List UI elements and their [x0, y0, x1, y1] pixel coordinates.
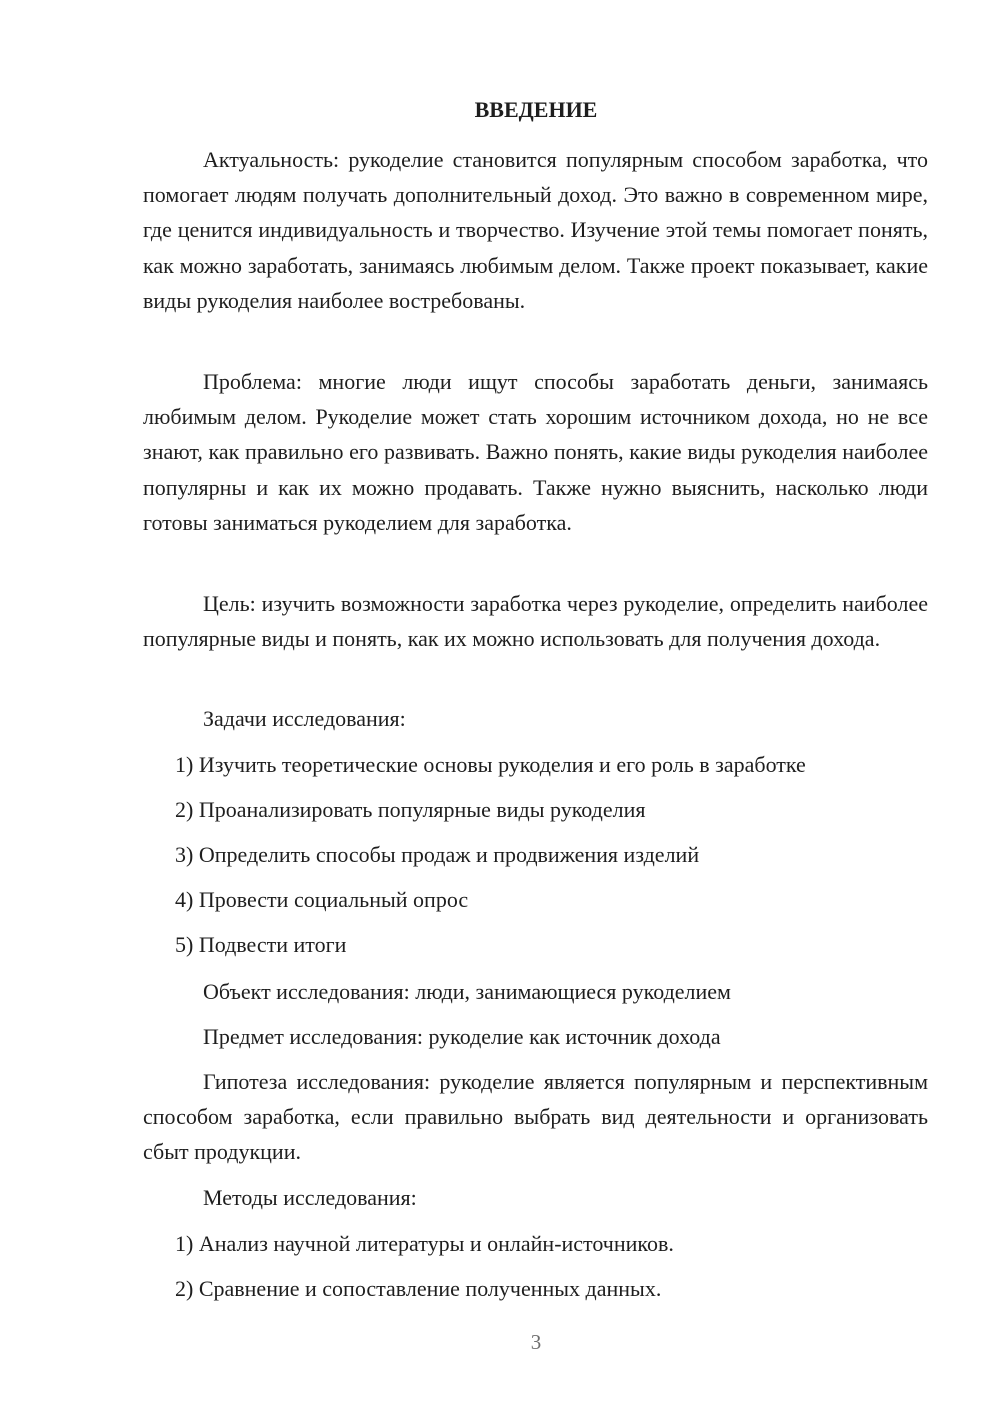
method-item: 2) Сравнение и сопоставление полученных данных.	[175, 1276, 662, 1301]
hypothesis-paragraph: Гипотеза исследования: рукоделие является популярным и перспективным способом заработка, если правильно выбрать вид деятельности и организовать сбыт продукции.	[143, 1069, 928, 1165]
subject-paragraph: Предмет исследования: рукоделие как источник дохода	[203, 1024, 721, 1049]
task-item: 2) Проанализировать популярные виды рукоделия	[175, 797, 646, 822]
problem-paragraph: Проблема: многие люди ищут способы заработать деньги, занимаясь любимым делом. Рукоделие может стать хорошим источником дохода, но не все знают, как правильно его развивать. Важно понять, какие виды рукоделия наиболее популярны и как их можно продавать. Также нужно выяснить, насколько люди готовы заниматься рукоделием для заработка.	[143, 369, 928, 535]
task-item: 4) Провести социальный опрос	[175, 887, 469, 912]
task-item: 5) Подвести итоги	[175, 932, 347, 957]
relevance-paragraph: Актуальность: рукоделие становится популярным способом заработка, что помогает людям получать дополнительный доход. Это важно в современном мире, где ценится индивидуальность и творчество. Изучение этой темы помогает понять, как можно заработать, занимаясь любимым делом. Также проект показывает, какие виды рукоделия наиболее востребованы.	[143, 147, 928, 313]
page-number: 3	[530, 1330, 542, 1354]
method-item: 1) Анализ научной литературы и онлайн-источников.	[175, 1231, 674, 1256]
goal-paragraph: Цель: изучить возможности заработка через рукоделие, определить наиболее популярные виды и понять, как их можно использовать для получения дохода.	[143, 591, 928, 652]
methods-heading: Методы исследования:	[203, 1185, 417, 1210]
object-paragraph: Объект исследования: люди, занимающиеся рукоделием	[203, 979, 731, 1004]
tasks-heading: Задачи исследования:	[203, 706, 406, 731]
page-title: ВВЕДЕНИЕ	[474, 97, 598, 122]
task-item: 3) Определить способы продаж и продвижения изделий	[175, 842, 700, 867]
task-item: 1) Изучить теоретические основы рукоделия и его роль в заработке	[175, 752, 806, 777]
